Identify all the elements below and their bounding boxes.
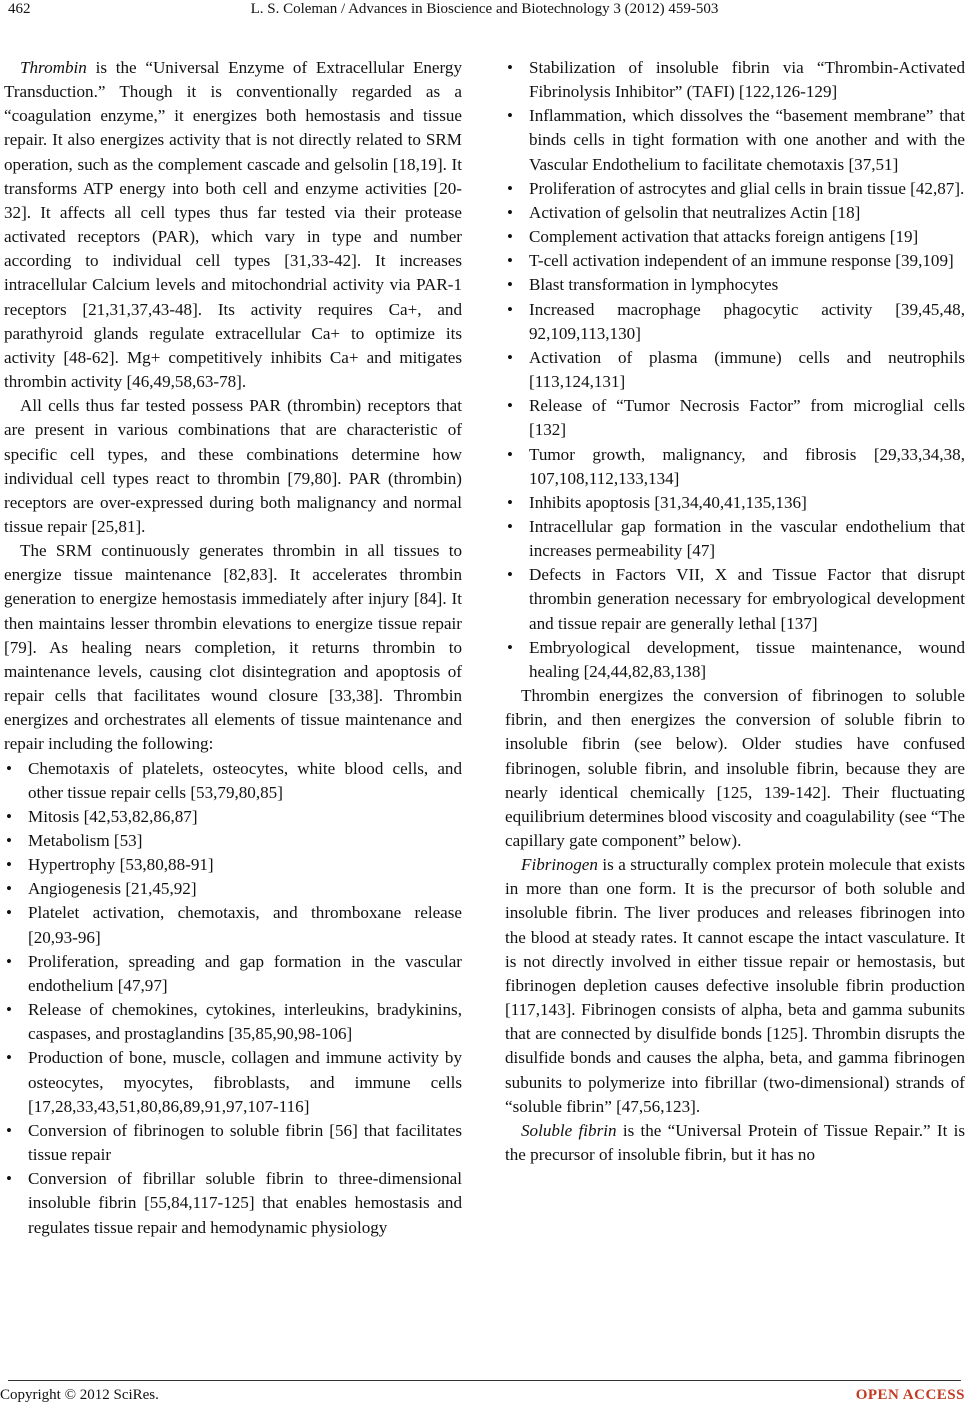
list-item: • Conversion of fibrinogen to soluble fibrin [56] that facilitates tissue repair [4, 1119, 462, 1167]
paragraph-srm: The SRM continuously generates thrombin in all tissues to energize tissue maintenance [82,83]. It accelerates thrombin generation to energize hemostasis immediately after injury [84]. It then maintains lesser thrombin elevations to energize tissue repair [79]. As healing nears completion, it returns thrombin to maintenance levels, causing clot disintegration and apoptosis of repair cells that facilitates wound closure [33,38]. Thrombin energizes and orchestrates all elements of tissue maintenance and repair including the following: [4, 541, 462, 754]
paragraph-soluble-fibrin: Soluble fibrin is the “Universal Protein of Tissue Repair.” It is the precursor of insoluble fibrin, but it has no [505, 1120, 965, 1165]
list-item: • Blast transformation in lymphocytes [505, 273, 965, 297]
list-item: • Stabilization of insoluble fibrin via “Thrombin-Activated Fibrinolysis Inhibitor” (TAFI) [122,126-129] [505, 56, 965, 104]
list-item: • T-cell activation independent of an immune response [39,109] [505, 249, 965, 273]
list-item: • Intracellular gap formation in the vascular endothelium that increases permeability [47] [505, 515, 965, 563]
list-item: • Production of bone, muscle, collagen and immune activity by osteocytes, myocytes, fibroblasts, and immune cells [17,28,33,43,51,80,86,89,91,97,107-116] [4, 1046, 462, 1118]
list-item: • Tumor growth, malignancy, and fibrosis [29,33,34,38, 107,108,112,133,134] [505, 443, 965, 491]
page-number: 462 [8, 1, 31, 17]
list-item: • Chemotaxis of platelets, osteocytes, white blood cells, and other tissue repair cells [53,79,80,85] [4, 757, 462, 805]
list-item: • Activation of plasma (immune) cells and neutrophils [113,124,131] [505, 346, 965, 394]
list-item: • Mitosis [42,53,82,86,87] [4, 805, 462, 829]
list-item: • Defects in Factors VII, X and Tissue Factor that disrupt thrombin generation necessary for embryological development and tissue repair are generally lethal [137] [505, 563, 965, 635]
page-footer [0, 1385, 969, 1410]
list-item: • Embryological development, tissue maintenance, wound healing [24,44,82,83,138] [505, 636, 965, 684]
list-item: • Angiogenesis [21,45,92] [4, 877, 462, 901]
list-item: • Metabolism [53] [4, 829, 462, 853]
list-item: • Inflammation, which dissolves the “basement membrane” that binds cells in tight formation with one another and with the Vascular Endothelium to facilitate chemotaxis [37,51] [505, 104, 965, 176]
running-head: L. S. Coleman / Advances in Bioscience and Biotechnology 3 (2012) 459-503 [250, 1, 719, 17]
term-soluble-fibrin: Soluble fibrin [521, 1120, 617, 1140]
footer-rule [8, 1380, 961, 1381]
page-header [0, 0, 969, 22]
list-item: • Release of chemokines, cytokines, interleukins, bradykinins, caspases, and prostaglandins [35,85,90,98-106] [4, 998, 462, 1046]
paragraph-thrombin: Thrombin is the “Universal Enzyme of Extracellular Energy Transduction.” Though it is conventionally regarded as a “coagulation enzyme,” it energizes both hemostasis and tissue repair. It also energizes activity that is not directly related to SRM operation, such as the complement cascade and gelsolin [18,19]. It transforms ATP energy into both cell and enzyme activities [20-32]. It affects all cell types thus far tested via their protease activated receptors (PAR), which vary in type and number according to individual cell types [31,33-42]. It increases intracellular Calcium levels and mitochondrial activity via PAR-1 receptors [21,31,37,43-48]. Its activity requires Ca+, and parathyroid glands regulate extracellular Ca+ to optimize its activity [48-62]. Mg+ competitively inhibits Ca+ and mitigates thrombin activity [46,49,58,63-78]. [4, 58, 462, 392]
paragraph-fibrin-conversion: Thrombin energizes the conversion of fibrinogen to soluble fibrin, and then energizes the conversion of soluble fibrin to insoluble fibrin (see below). Older studies have confused fibrinogen, soluble fibrin, and insoluble fibrin, because they are nearly identical chemically [125, 139-142]. Their fluctuating equilibrium determines blood viscosity and coagulability (see “The capillary gate component” below). [505, 686, 965, 850]
paragraph-par-receptors: All cells thus far tested possess PAR (thrombin) receptors that are present in various combinations that are characteristic of specific cell types, and these combinations determine how individual cell types react to thrombin [79,80]. PAR (thrombin) receptors are over-expressed during both malignancy and normal tissue repair [25,81]. [4, 396, 462, 536]
list-item: • Complement activation that attacks foreign antigens [19] [505, 225, 965, 249]
list-item: • Release of “Tumor Necrosis Factor” from microglial cells [132] [505, 394, 965, 442]
open-access-label: OPEN ACCESS [855, 1387, 965, 1403]
list-item: • Activation of gelsolin that neutralizes Actin [18] [505, 201, 965, 225]
copyright: Copyright © 2012 SciRes. [0, 1387, 159, 1403]
list-item: • Proliferation of astrocytes and glial cells in brain tissue [42,87]. [505, 177, 965, 201]
list-item: • Conversion of fibrillar soluble fibrin to three-dimensional insoluble fibrin [55,84,117-125] that enables hemostasis and regulates tissue repair and hemodynamic physiology [4, 1167, 462, 1239]
list-item: • Proliferation, spreading and gap formation in the vascular endothelium [47,97] [4, 950, 462, 998]
left-column [4, 56, 462, 1240]
term-fibrinogen: Fibrinogen [521, 855, 598, 875]
paragraph-fibrinogen: Fibrinogen is a structurally complex protein molecule that exists in more than one form. It is the precursor of both soluble and insoluble fibrin. The liver produces and releases fibrinogen into the blood at steady rates. It cannot escape the intact vasculature. It is not directly involved in either tissue repair or hemostasis, but fibrinogen depletion causes defective insoluble fibrin production [117,143]. Fibrinogen consists of alpha, beta and gamma subunits that are connected by disulfide bonds [125]. Thrombin disrupts the disulfide bonds and causes the alpha, beta, and gamma fibrinogen subunits to polymerize into fibrillar (two-dimensional) strands of “soluble fibrin” [47,56,123]. [505, 855, 965, 1116]
term-thrombin: Thrombin [20, 58, 87, 77]
list-item: • Platelet activation, chemotaxis, and thromboxane release [20,93-96] [4, 901, 462, 949]
left-bullet-list [4, 757, 462, 1240]
list-item: • Increased macrophage phagocytic activity [39,45,48, 92,109,113,130] [505, 298, 965, 346]
list-item: • Hypertrophy [53,80,88-91] [4, 853, 462, 877]
right-column [505, 56, 965, 1167]
right-bullet-list [505, 56, 965, 684]
list-item: • Inhibits apoptosis [31,34,40,41,135,136] [505, 491, 965, 515]
